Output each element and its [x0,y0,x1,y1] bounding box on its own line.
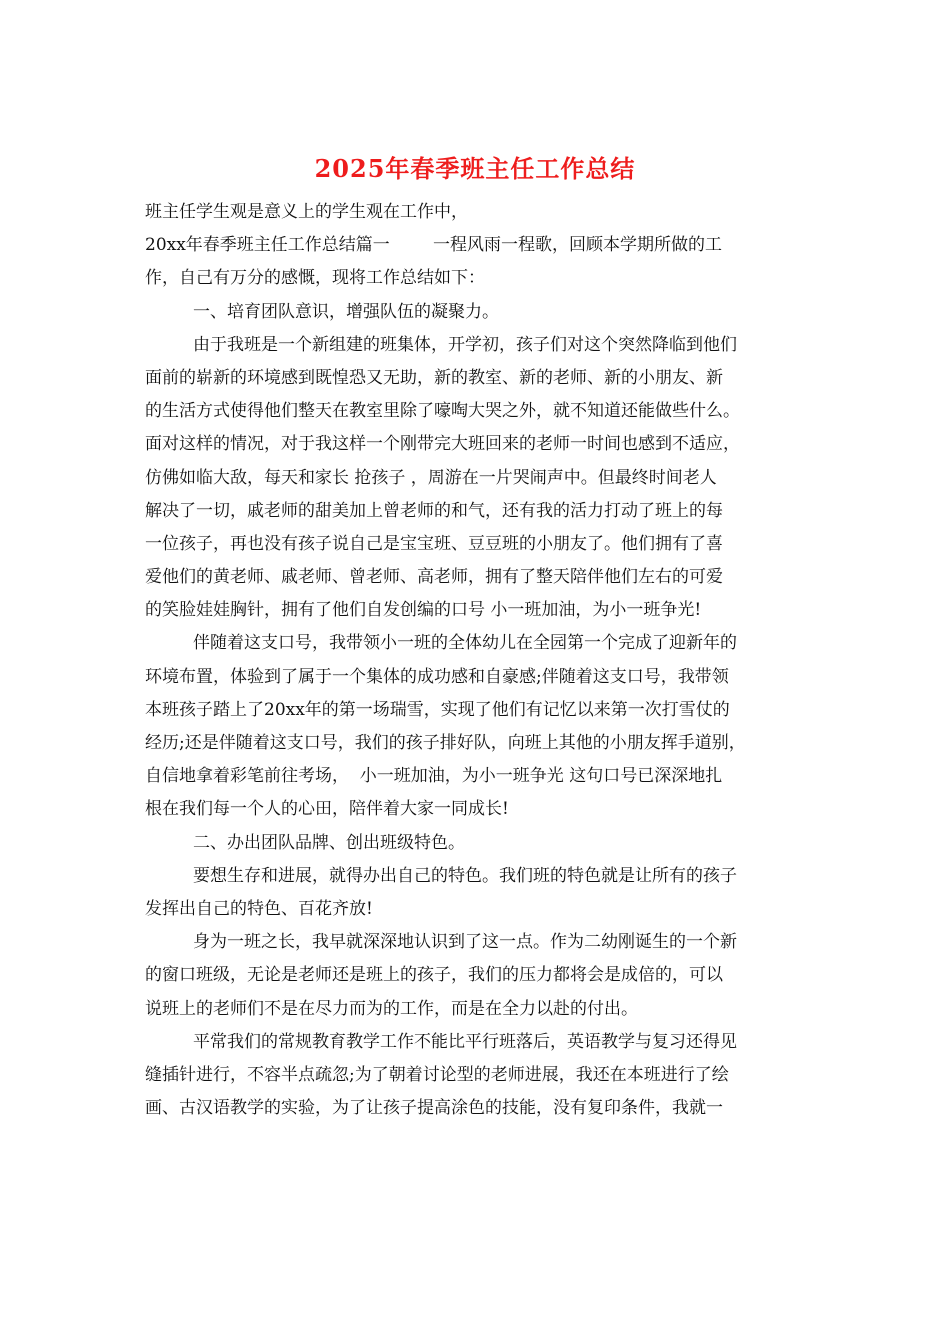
text-line: 经历;还是伴随着这支口号，我们的孩子排好队，向班上其他的小朋友挥手道别， [145,733,746,753]
document-title: 2025年春季班主任工作总结 [314,154,636,183]
text-line: 平常我们的常规教育教学工作不能比平行班落后，英语教学与复习还得见 [193,1031,737,1052]
text-line: 面对这样的情况，对于我这样一个刚带完大班回来的老师一时间也感到不适应， [145,434,740,455]
text-line: 班主任学生观是意义上的学生观在工作中， [145,202,468,222]
text-line: 一位孩子，再也没有孩子说自己是宝宝班、豆豆班的小朋友了。他们拥有了喜 [145,533,723,554]
text-line: 仿佛如临大敌，每天和家长 抢孩子 ，周游在一片哭闹声中。但最终时间老人 [145,467,717,488]
text-line: 说班上的老师们不是在尽力而为的工作，而是在全力以赴的付出。 [145,998,638,1019]
text-line: 的窗口班级，无论是老师还是班上的孩子，我们的压力都将会是成倍的，可以 [145,965,723,986]
text-line: 二、办出团队品牌、创出班级特色。 [193,832,465,853]
text-line: 一、培育团队意识，增强队伍的凝聚力。 [193,301,499,322]
text-line: 根在我们每一个人的心田，陪伴着大家一同成长! [145,799,509,820]
text-line: 的生活方式使得他们整天在教室里除了嚎啕大哭之外，就不知道还能做些什么。 [145,401,740,422]
text-line: 作，自己有万分的感慨，现将工作总结如下： [145,268,485,289]
text-line: 环境布置，体验到了属于一个集体的成功感和自豪感;伴随着这支口号，我带领 [145,666,729,687]
text-line: 自信地拿着彩笔前往考场， 小一班加油，为小一班争光 这句口号已深深地扎 [145,766,723,787]
text-line: 伴随着这支口号，我带领小一班的全体幼儿在全园第一个完成了迎新年的 [193,633,737,654]
text-line: 20xx年春季班主任工作总结篇一 一程风雨一程歌，回顾本学期所做的工 [145,235,723,256]
document-body [145,196,825,1125]
text-line: 缝插针进行，不容半点疏忽;为了朝着讨论型的老师进展，我还在本班进行了绘 [145,1064,729,1085]
text-line: 由于我班是一个新组建的班集体，开学初，孩子们对这个突然降临到他们 [193,334,737,355]
text-line: 面前的崭新的环境感到既惶恐又无助，新的教室、新的老师、新的小朋友、新 [145,367,723,388]
text-line: 本班孩子踏上了20xx年的第一场瑞雪，实现了他们有记忆以来第一次打雪仗的 [145,699,730,720]
text-line: 要想生存和进展，就得办出自己的特色。我们班的特色就是让所有的孩子 [193,865,737,886]
text-line: 画、古汉语教学的实验，为了让孩子提高涂色的技能，没有复印条件，我就一 [145,1098,723,1119]
text-line: 发挥出自己的特色、百花齐放! [145,898,373,919]
text-line: 的笑脸娃娃胸针，拥有了他们自发创编的口号 小一班加油，为小一班争光! [145,600,702,621]
text-line: 解决了一切，戚老师的甜美加上曾老师的和气，还有我的活力打动了班上的每 [145,500,723,521]
text-line: 爱他们的黄老师、戚老师、曾老师、高老师，拥有了整天陪伴他们左右的可爱 [145,567,723,588]
text-line: 身为一班之长，我早就深深地认识到了这一点。作为二幼刚诞生的一个新 [193,932,737,953]
